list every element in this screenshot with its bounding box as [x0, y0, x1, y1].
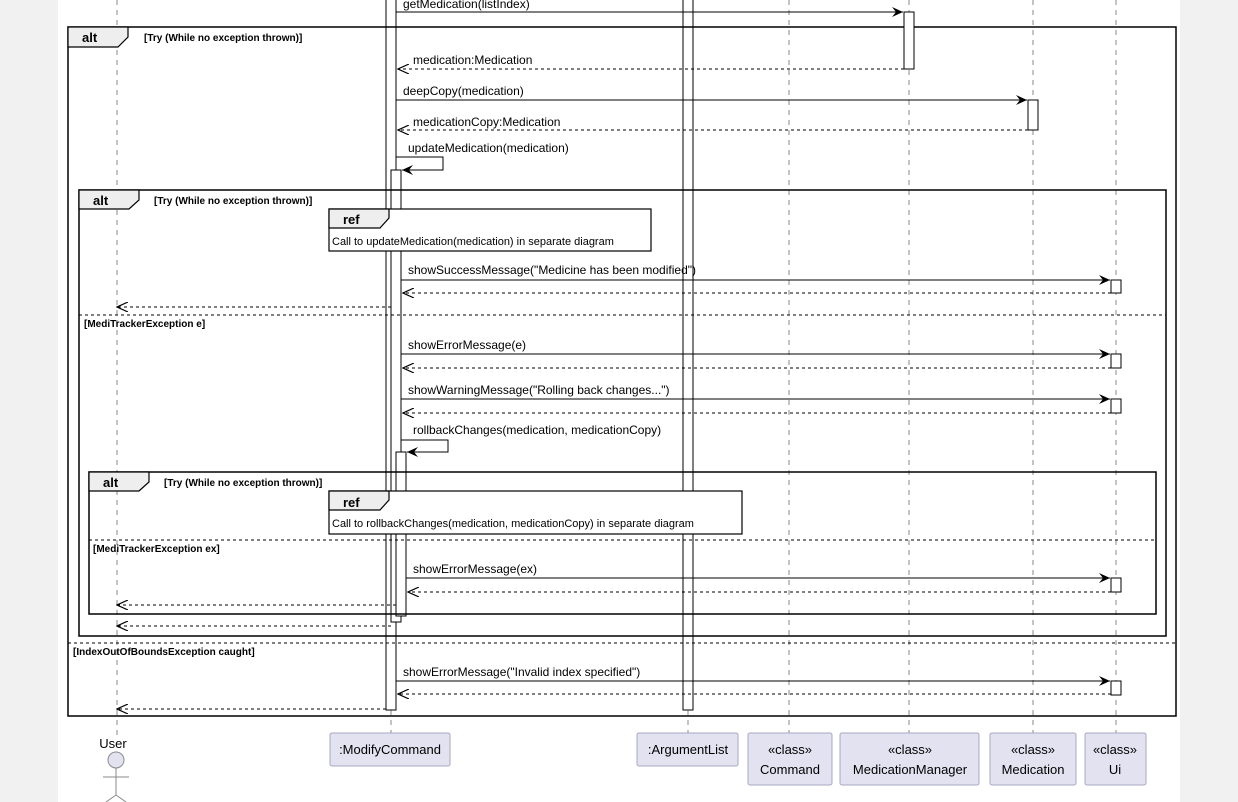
msg-show-warning-label: showWarningMessage("Rolling back changes..."): [408, 383, 670, 397]
participant-medication-manager: [840, 733, 979, 785]
guard-outer-try: [Try (While no exception thrown)]: [144, 33, 303, 44]
participant-medication-stereotype: «class»: [1010, 742, 1056, 757]
participant-command-label: Command: [760, 762, 820, 777]
ref-keyword-2: ref: [343, 495, 360, 510]
alt-tab-inner: [89, 472, 149, 491]
msg-rollback-label: rollbackChanges(medication, medicationCopy): [413, 423, 662, 437]
participant-user-label: User: [99, 736, 127, 751]
participant-medication-manager-label: MedicationManager: [852, 762, 968, 777]
guard-middle-else: [MediTrackerException e]: [84, 319, 206, 330]
alt-keyword-outer: alt: [82, 30, 98, 45]
ref-text-1: Call to updateMedication(medication) in separate diagram: [332, 236, 614, 248]
msg-update-medication: [396, 157, 443, 170]
activation-ui-error-e: [1111, 354, 1121, 368]
activation-ui-error-ex: [1111, 578, 1121, 592]
ref-text-2: Call to rollbackChanges(medication, medicationCopy) in separate diagram: [332, 518, 694, 530]
left-margin-shade: [0, 0, 58, 802]
msg-show-error-ex-label: showErrorMessage(ex): [413, 562, 538, 576]
participant-medication-label: Medication: [1001, 762, 1065, 777]
participant-medication-manager-stereotype: «class»: [887, 742, 933, 757]
participant-command: [748, 733, 832, 785]
right-margin-shade: [1180, 0, 1238, 802]
msg-rollback: [401, 440, 448, 452]
activation-ui-error-index: [1111, 681, 1121, 695]
ret-medication-copy-label: medicationCopy:Medication: [413, 115, 561, 129]
participant-command-stereotype: «class»: [767, 742, 813, 757]
alt-keyword-inner: alt: [103, 475, 119, 490]
activation-ui-warning: [1111, 399, 1121, 413]
msg-update-medication-label: updateMedication(medication): [408, 141, 569, 155]
ref-keyword-1: ref: [343, 212, 360, 227]
actor-user-icon: [103, 752, 129, 802]
participant-ui-label: Ui: [1108, 762, 1122, 777]
alt-tab-middle: [79, 190, 139, 209]
msg-show-success-label: showSuccessMessage("Medicine has been modified"): [408, 263, 696, 277]
alt-tab-outer: [68, 27, 128, 47]
participant-ui: [1085, 733, 1146, 785]
guard-inner-try: [Try (While no exception thrown)]: [164, 478, 323, 489]
activation-medication: [1028, 100, 1038, 130]
activation-argument-list: [683, 0, 693, 710]
msg-show-error-e-label: showErrorMessage(e): [408, 338, 527, 352]
guard-middle-try: [Try (While no exception thrown)]: [154, 196, 313, 207]
participant-ui-stereotype: «class»: [1092, 742, 1138, 757]
guard-inner-else: [MediTrackerException ex]: [93, 544, 220, 555]
activation-medication-manager: [904, 12, 914, 69]
activation-ui-success: [1111, 280, 1121, 293]
participant-modify-command-label: :ModifyCommand: [339, 742, 441, 757]
ret-medication-label: medication:Medication: [413, 53, 533, 67]
guard-outer-else: [IndexOutOfBoundsException caught]: [73, 647, 255, 658]
msg-deep-copy-label: deepCopy(medication): [403, 84, 524, 98]
participant-medication: [990, 733, 1076, 785]
alt-keyword-middle: alt: [93, 193, 109, 208]
participant-argument-list-label: :ArgumentList: [647, 742, 729, 757]
msg-show-error-index-label: showErrorMessage("Invalid index specified"): [403, 665, 641, 679]
msg-get-medication-label: getMedication(listIndex): [403, 0, 530, 11]
